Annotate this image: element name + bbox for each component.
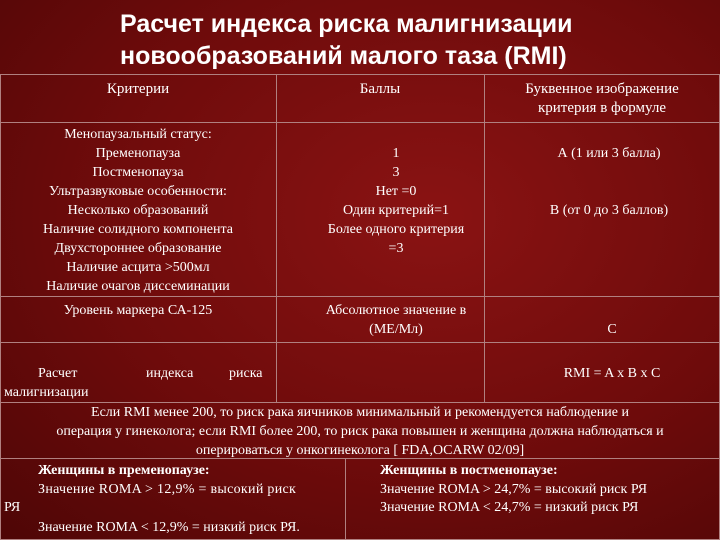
- table-border-header: [0, 122, 720, 123]
- points-line: Более одного критерия: [327, 222, 465, 237]
- points-line: =3: [388, 241, 404, 256]
- criteria-line: Ультразвуковые особенности:: [49, 184, 227, 199]
- table-border-row1: [0, 296, 720, 297]
- table-border-top: [0, 74, 720, 75]
- header-points: Баллы: [359, 81, 401, 97]
- criteria-line: Наличие асцита >500мл: [66, 260, 210, 275]
- header-letter: [484, 80, 720, 118]
- points-line: Нет =0: [375, 184, 417, 199]
- row1-letter-a: А (1 или 3 балла): [557, 146, 661, 161]
- rmi-note-line-3: оперироваться у онкогинеколога [ FDA,OCARW 02/09]: [195, 443, 525, 458]
- table-col-divider-roma: [345, 458, 346, 540]
- points-line: 1: [392, 146, 400, 161]
- points-line: 3: [392, 165, 400, 180]
- criteria-line: Наличие солидного компонента: [42, 222, 234, 237]
- roma-pre-high-tail: РЯ: [4, 500, 21, 515]
- row2-points: [276, 301, 516, 339]
- row1-letter-b: В (от 0 до 3 баллов): [549, 203, 669, 218]
- row2-letter: С: [607, 322, 617, 337]
- criteria-line: Пременопауза: [95, 146, 181, 161]
- rmi-note: [0, 403, 720, 460]
- criteria-line: Несколько образований: [67, 203, 209, 218]
- title-line-2: новообразований малого таза (RMI): [120, 42, 567, 70]
- title-line-1: Расчет индекса риска малигнизации: [120, 10, 573, 38]
- roma-pre-low: Значение ROMA < 12,9% = низкий риск РЯ.: [38, 520, 300, 535]
- roma-pre-title: Женщины в пременопаузе:: [38, 463, 210, 478]
- row2-points-line-1: Абсолютное значение в: [325, 303, 467, 318]
- row2-points-line-2: (МЕ/Мл): [369, 322, 423, 337]
- row3-label-word-2: индекса: [146, 366, 194, 381]
- rmi-note-line-2: операция у гинеколога; если RMI более 200, то риск рака повышен и женщина должна наблюдаться и: [56, 424, 664, 439]
- header-letter-line-2: критерия в формуле: [537, 100, 666, 116]
- row1-points: [276, 144, 516, 258]
- criteria-line: Двухстороннее образование: [54, 241, 222, 256]
- row3-label-word-1: Расчет: [38, 366, 78, 381]
- criteria-line: Постменопауза: [92, 165, 184, 180]
- criteria-line: Наличие очагов диссеминации: [46, 279, 230, 294]
- row3-formula: RMI = A x B x C: [563, 366, 661, 381]
- points-line: Один критерий=1: [342, 203, 450, 218]
- header-criteria: Критерии: [106, 81, 170, 97]
- table-border-row2: [0, 342, 720, 343]
- row1-criteria: [0, 125, 276, 296]
- roma-post-low: Значение ROMA < 24,7% = низкий риск РЯ: [380, 500, 639, 515]
- row2-criteria: Уровень маркера СА-125: [63, 303, 213, 318]
- roma-post-high: Значение ROMA > 24,7% = высокий риск РЯ: [380, 482, 648, 497]
- rmi-note-line-1: Если RMI менее 200, то риск рака яичников минимальный и рекомендуется наблюдение и: [91, 405, 629, 420]
- page-title: [120, 8, 680, 72]
- row3-label-line-2: малигнизации: [4, 385, 89, 400]
- criteria-line: Менопаузальный статус:: [64, 127, 212, 142]
- roma-pre-high: Значение ROMA > 12,9% = высокий риск: [38, 482, 297, 497]
- header-letter-line-1: Буквенное изображение: [525, 81, 679, 97]
- row3-label-word-3: риска: [229, 366, 263, 381]
- roma-post-title: Женщины в постменопаузе:: [380, 463, 558, 478]
